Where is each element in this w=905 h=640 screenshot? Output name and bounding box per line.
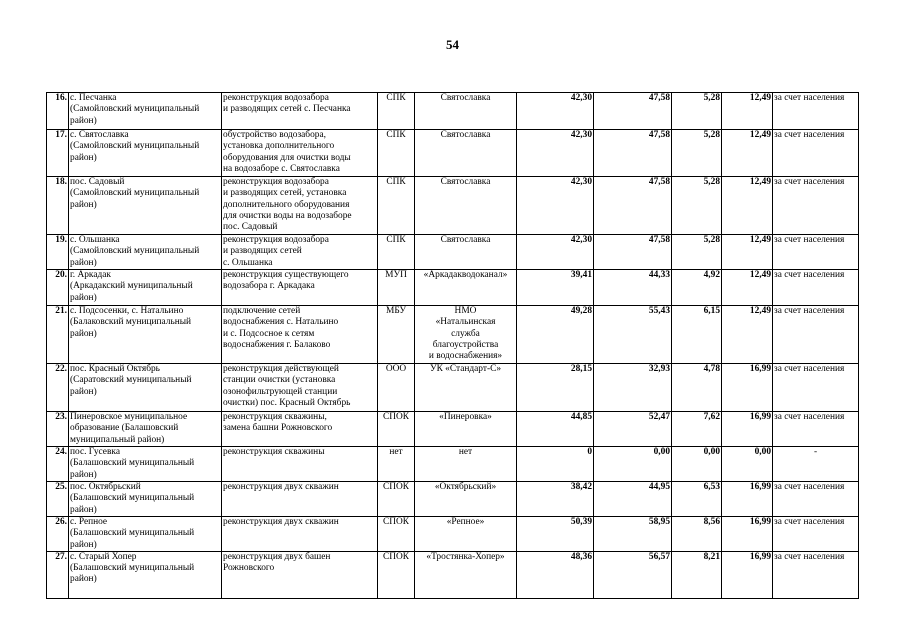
- works-cell-line: очистки) пос. Красный Октябрь: [223, 397, 351, 408]
- locality-cell-line: Пинеровское муниципальное: [70, 412, 188, 422]
- value-1-cell: 38,42: [517, 482, 594, 517]
- locality-cell-line: с. Подсосенки, с. Натальино: [70, 306, 184, 316]
- works-cell-line: озонофильтрующей станции: [223, 386, 338, 397]
- works-cell-line: и разводящих сетей: [223, 246, 302, 257]
- value-4-cell: 12,49: [722, 235, 773, 270]
- value-1-cell: 0: [517, 447, 594, 482]
- locality-cell-line: с. Репное: [70, 517, 108, 527]
- works-cell: [222, 235, 378, 270]
- value-1-cell: 42,30: [517, 235, 594, 270]
- value-2-cell: 47,58: [594, 177, 672, 235]
- works-cell: [222, 482, 378, 517]
- org-form-cell: СПК: [378, 177, 415, 235]
- locality-cell: [69, 93, 222, 130]
- supplier-cell: [415, 412, 517, 447]
- value-4-cell: 12,49: [722, 93, 773, 130]
- locality-cell-line: район): [70, 328, 97, 339]
- supplier-cell-line: «Пинеровка»: [439, 412, 492, 422]
- row-number-cell: 16.: [47, 93, 69, 130]
- locality-cell-line: с. Святославка: [70, 130, 129, 140]
- works-cell-line: реконструкция двух скважин: [223, 482, 339, 492]
- works-cell: [222, 364, 378, 412]
- value-1-cell: 49,28: [517, 306, 594, 364]
- funding-source-cell: за счет населения: [773, 551, 859, 598]
- value-3-cell: 7,62: [672, 412, 722, 447]
- funding-source-cell: за счет населения: [773, 306, 859, 364]
- locality-cell-line: с. Ольшанка: [70, 235, 120, 245]
- locality-cell-line: район): [70, 504, 97, 515]
- works-cell-line: станции очистки (установка: [223, 375, 336, 386]
- funding-source-cell: за счет населения: [773, 517, 859, 552]
- value-3-cell: 5,28: [672, 235, 722, 270]
- row-number-cell: 27.: [47, 551, 69, 598]
- value-4-cell: 16,99: [722, 412, 773, 447]
- locality-cell: [69, 551, 222, 598]
- locality-cell-line: пос. Красный Октябрь: [70, 364, 160, 374]
- works-cell-line: и с. Подсосное к сетям: [223, 328, 315, 339]
- table-row: [47, 235, 859, 270]
- row-number-cell: 17.: [47, 130, 69, 177]
- works-cell-line: реконструкция водозабора: [223, 177, 329, 187]
- supplier-cell-line: УК «Стандарт-С»: [429, 364, 502, 374]
- works-cell-line: замена башни Рожновского: [223, 423, 333, 434]
- funding-source-cell: за счет населения: [773, 93, 859, 130]
- row-number-cell: 26.: [47, 517, 69, 552]
- supplier-cell-line: НМО: [454, 306, 477, 316]
- works-cell: [222, 306, 378, 364]
- value-3-cell: 0,00: [672, 447, 722, 482]
- table-row: [47, 517, 859, 552]
- value-3-cell: 4,78: [672, 364, 722, 412]
- locality-cell-line: район): [70, 115, 97, 126]
- supplier-cell: [415, 551, 517, 598]
- value-2-cell: 52,47: [594, 412, 672, 447]
- works-cell-line: с. Ольшанка: [223, 257, 273, 268]
- locality-cell: [69, 482, 222, 517]
- org-form-cell: МБУ: [378, 306, 415, 364]
- value-4-cell: 16,99: [722, 551, 773, 598]
- works-cell: [222, 447, 378, 482]
- locality-cell-line: пос. Гусевка: [70, 447, 120, 457]
- org-form-cell: СПК: [378, 235, 415, 270]
- locality-cell-line: район): [70, 199, 97, 210]
- works-cell-line: оборудования для очистки воды: [223, 152, 351, 163]
- funding-source-cell: за счет населения: [773, 482, 859, 517]
- value-2-cell: 47,58: [594, 93, 672, 130]
- supplier-cell: [415, 482, 517, 517]
- works-cell-line: реконструкция водозабора: [223, 235, 329, 245]
- works-cell-line: реконструкция двух скважин: [223, 517, 339, 527]
- table-row: [47, 270, 859, 306]
- table-row: [47, 447, 859, 482]
- funding-source-cell: за счет населения: [773, 412, 859, 447]
- locality-cell-line: (Самойловский муниципальный: [70, 246, 200, 257]
- works-cell-line: и разводящих сетей, установка: [223, 188, 347, 199]
- value-4-cell: 0,00: [722, 447, 773, 482]
- locality-cell-line: образование (Балашовский: [70, 423, 179, 434]
- value-4-cell: 12,49: [722, 270, 773, 306]
- value-3-cell: 4,92: [672, 270, 722, 306]
- funding-source-cell: за счет населения: [773, 270, 859, 306]
- supplier-cell: [415, 93, 517, 130]
- table-row: [47, 177, 859, 235]
- works-cell-line: обустройство водозабора,: [223, 130, 326, 140]
- value-1-cell: 42,30: [517, 93, 594, 130]
- value-1-cell: 39,41: [517, 270, 594, 306]
- table-row: [47, 551, 859, 598]
- works-cell: [222, 93, 378, 130]
- locality-cell-line: с. Старый Хопер: [70, 551, 137, 562]
- supplier-cell-line: «Октябрьский»: [434, 482, 497, 492]
- locality-cell-line: (Балашовский муниципальный: [70, 563, 195, 574]
- row-number-cell: 19.: [47, 235, 69, 270]
- row-number-cell: 18.: [47, 177, 69, 235]
- locality-cell-line: пос. Садовый: [70, 177, 125, 187]
- works-cell-line: реконструкция действующей: [223, 364, 339, 374]
- value-2-cell: 0,00: [594, 447, 672, 482]
- supplier-cell-line: Святославка: [440, 235, 491, 245]
- supplier-cell-line: нет: [458, 447, 473, 457]
- value-1-cell: 44,85: [517, 412, 594, 447]
- value-3-cell: 6,15: [672, 306, 722, 364]
- value-3-cell: 5,28: [672, 130, 722, 177]
- locality-cell-line: (Аркадакский муниципальный: [70, 281, 193, 292]
- works-cell: [222, 517, 378, 552]
- works-cell-line: водоснабжения с. Натальино: [223, 317, 339, 328]
- supplier-cell: [415, 235, 517, 270]
- works-cell-line: и разводящих сетей с. Песчанка: [223, 104, 351, 115]
- funding-source-cell: -: [773, 447, 859, 482]
- value-1-cell: 48,36: [517, 551, 594, 598]
- supplier-cell: [415, 130, 517, 177]
- works-cell: [222, 412, 378, 447]
- supplier-cell: [415, 270, 517, 306]
- locality-cell: [69, 447, 222, 482]
- supplier-cell: [415, 364, 517, 412]
- value-2-cell: 32,93: [594, 364, 672, 412]
- table-row: [47, 412, 859, 447]
- value-3-cell: 8,21: [672, 551, 722, 598]
- funding-source-cell: за счет населения: [773, 364, 859, 412]
- row-number-cell: 23.: [47, 412, 69, 447]
- page-number: 54: [446, 37, 459, 52]
- funding-source-cell: за счет населения: [773, 177, 859, 235]
- row-number-cell: 22.: [47, 364, 69, 412]
- value-1-cell: 50,39: [517, 517, 594, 552]
- supplier-cell: [415, 447, 517, 482]
- works-cell: [222, 551, 378, 598]
- works-cell-line: реконструкция водозабора: [223, 93, 329, 103]
- table-row: [47, 93, 859, 130]
- org-form-cell: СПОК: [378, 551, 415, 598]
- works-cell-line: для очистки воды на водозаборе: [223, 210, 352, 221]
- value-1-cell: 28,15: [517, 364, 594, 412]
- locality-cell: [69, 517, 222, 552]
- works-cell-line: дополнительного оборудования: [223, 199, 350, 210]
- supplier-cell-line: «Тростянка-Хопер»: [426, 551, 505, 562]
- locality-cell: [69, 306, 222, 364]
- locality-cell: [69, 177, 222, 235]
- supplier-cell-line: Святославка: [440, 177, 491, 187]
- works-cell-line: подключение сетей: [223, 306, 301, 316]
- locality-cell-line: район): [70, 292, 97, 303]
- value-3-cell: 5,28: [672, 177, 722, 235]
- table-row: [47, 482, 859, 517]
- row-number-cell: 21.: [47, 306, 69, 364]
- supplier-cell-line: и водоснабжения»: [428, 351, 503, 362]
- works-cell-line: водоснабжения г. Балаково: [223, 339, 331, 350]
- row-number-cell: 25.: [47, 482, 69, 517]
- locality-cell-line: (Самойловский муниципальный: [70, 141, 200, 152]
- locality-cell-line: район): [70, 152, 97, 163]
- org-form-cell: нет: [378, 447, 415, 482]
- locality-cell: [69, 270, 222, 306]
- value-4-cell: 12,49: [722, 306, 773, 364]
- value-2-cell: 47,58: [594, 235, 672, 270]
- value-2-cell: 55,43: [594, 306, 672, 364]
- table-row: [47, 130, 859, 177]
- supplier-cell: [415, 517, 517, 552]
- value-3-cell: 5,28: [672, 93, 722, 130]
- value-2-cell: 56,57: [594, 551, 672, 598]
- works-cell-line: реконструкция двух башен: [223, 551, 331, 562]
- table-body: [47, 93, 859, 599]
- locality-cell-line: (Балашовский муниципальный: [70, 493, 195, 504]
- value-2-cell: 47,58: [594, 130, 672, 177]
- value-1-cell: 42,30: [517, 130, 594, 177]
- supplier-cell-line: служба: [451, 328, 480, 339]
- org-form-cell: СПОК: [378, 482, 415, 517]
- supplier-cell-line: Святославка: [440, 130, 491, 140]
- table-row: [47, 364, 859, 412]
- locality-cell-line: (Балаковский муниципальный: [70, 317, 192, 328]
- supplier-cell-line: «Аркадакводоканал»: [423, 270, 508, 280]
- org-form-cell: СПК: [378, 93, 415, 130]
- value-2-cell: 58,95: [594, 517, 672, 552]
- table-row: [47, 306, 859, 364]
- works-cell-line: реконструкция существующего: [223, 270, 349, 280]
- locality-cell-line: район): [70, 257, 97, 268]
- locality-cell-line: район): [70, 469, 97, 480]
- value-2-cell: 44,95: [594, 482, 672, 517]
- value-3-cell: 8,56: [672, 517, 722, 552]
- locality-cell: [69, 235, 222, 270]
- funding-source-cell: за счет населения: [773, 235, 859, 270]
- org-form-cell: МУП: [378, 270, 415, 306]
- works-cell-line: на водозаборе с. Святославка: [223, 163, 340, 174]
- org-form-cell: ООО: [378, 364, 415, 412]
- row-number-cell: 20.: [47, 270, 69, 306]
- locality-cell: [69, 412, 222, 447]
- org-form-cell: СПК: [378, 130, 415, 177]
- value-4-cell: 12,49: [722, 130, 773, 177]
- row-number-cell: 24.: [47, 447, 69, 482]
- locality-cell-line: г. Аркадак: [70, 270, 111, 280]
- supplier-cell: [415, 177, 517, 235]
- water-supply-table: [46, 92, 859, 599]
- value-4-cell: 16,99: [722, 364, 773, 412]
- works-cell: [222, 130, 378, 177]
- value-3-cell: 6,53: [672, 482, 722, 517]
- value-4-cell: 16,99: [722, 482, 773, 517]
- works-cell-line: реконструкция скважины,: [223, 412, 327, 422]
- works-cell-line: установка дополнительного: [223, 141, 335, 152]
- locality-cell-line: район): [70, 386, 97, 397]
- locality-cell-line: (Балашовский муниципальный: [70, 458, 195, 469]
- value-4-cell: 12,49: [722, 177, 773, 235]
- locality-cell-line: с. Песчанка: [70, 93, 117, 103]
- locality-cell-line: муниципальный район): [70, 434, 165, 445]
- org-form-cell: СПОК: [378, 412, 415, 447]
- supplier-cell-line: благоустройства: [432, 339, 499, 350]
- locality-cell-line: пос. Октябрьский: [70, 482, 141, 492]
- locality-cell: [69, 364, 222, 412]
- works-cell-line: пос. Садовый: [223, 222, 278, 233]
- value-2-cell: 44,33: [594, 270, 672, 306]
- works-cell: [222, 177, 378, 235]
- locality-cell-line: (Саратовский муниципальный: [70, 375, 192, 386]
- value-1-cell: 42,30: [517, 177, 594, 235]
- works-cell-line: водозабора г. Аркадака: [223, 281, 315, 292]
- locality-cell-line: (Балашовский муниципальный: [70, 528, 195, 539]
- value-4-cell: 16,99: [722, 517, 773, 552]
- funding-source-cell: за счет населения: [773, 130, 859, 177]
- supplier-cell-line: «Репное»: [446, 517, 485, 527]
- supplier-cell-line: Святославка: [440, 93, 491, 103]
- works-cell-line: Рожновского: [223, 563, 275, 574]
- supplier-cell: [415, 306, 517, 364]
- locality-cell-line: район): [70, 539, 97, 550]
- works-cell-line: реконструкция скважины: [223, 447, 325, 457]
- locality-cell-line: (Самойловский муниципальный: [70, 188, 200, 199]
- locality-cell: [69, 130, 222, 177]
- locality-cell-line: район): [70, 574, 97, 585]
- locality-cell-line: (Самойловский муниципальный: [70, 104, 200, 115]
- org-form-cell: СПОК: [378, 517, 415, 552]
- works-cell: [222, 270, 378, 306]
- supplier-cell-line: «Натальинская: [435, 317, 496, 328]
